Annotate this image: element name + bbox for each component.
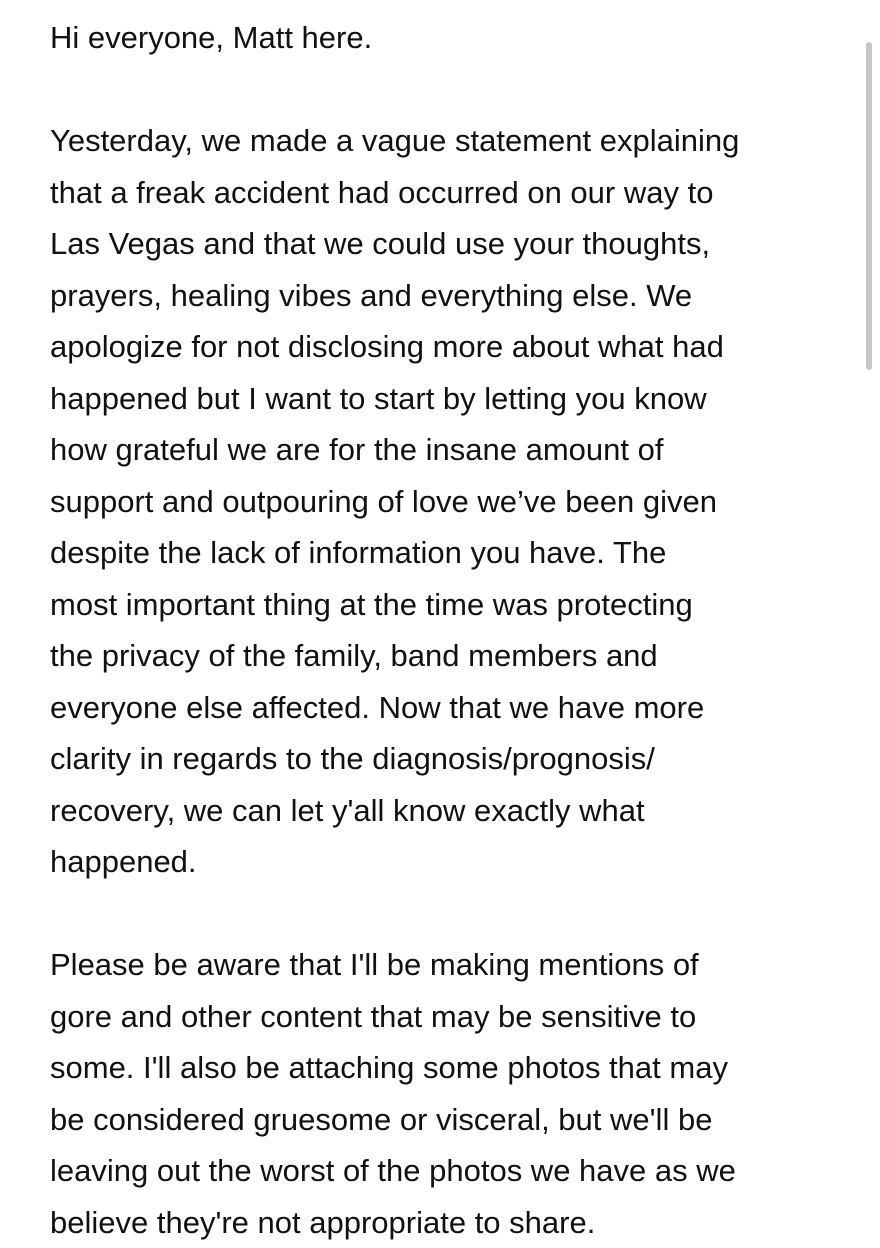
paragraph-warning: [50, 939, 850, 1248]
text-line: that a freak accident had occurred on our way to: [50, 167, 850, 219]
text-line: gore and other content that may be sensitive to: [50, 991, 850, 1043]
note-text[interactable]: [50, 12, 850, 1248]
text-line: some. I'll also be attaching some photos that may: [50, 1042, 850, 1094]
text-line: Las Vegas and that we could use your thoughts,: [50, 218, 850, 270]
text-line: Please be aware that I'll be making mentions of: [50, 939, 850, 991]
text-line: support and outpouring of love we’ve been given: [50, 476, 850, 528]
text-line: most important thing at the time was protecting: [50, 579, 850, 631]
text-line: happened.: [50, 836, 850, 888]
text-line: recovery, we can let y'all know exactly what: [50, 785, 850, 837]
text-line: Hi everyone, Matt here.: [50, 12, 850, 64]
text-line: be considered gruesome or visceral, but we'll be: [50, 1094, 850, 1146]
text-line: the privacy of the family, band members and: [50, 630, 850, 682]
text-line: happened but I want to start by letting you know: [50, 373, 850, 425]
paragraph-spacer: [50, 64, 850, 116]
text-line: prayers, healing vibes and everything else. We: [50, 270, 850, 322]
text-line: Yesterday, we made a vague statement explaining: [50, 115, 850, 167]
text-line: believe they're not appropriate to share.: [50, 1197, 850, 1248]
text-line: leaving out the worst of the photos we have as we: [50, 1145, 850, 1197]
vertical-scrollbar[interactable]: [866, 42, 872, 370]
paragraph-greeting: [50, 12, 850, 64]
text-line: apologize for not disclosing more about what had: [50, 321, 850, 373]
paragraph-spacer: [50, 888, 850, 940]
text-line: how grateful we are for the insane amount of: [50, 424, 850, 476]
paragraph-statement: [50, 115, 850, 888]
text-line: despite the lack of information you have. The: [50, 527, 850, 579]
text-line: clarity in regards to the diagnosis/prognosis/: [50, 733, 850, 785]
text-line: everyone else affected. Now that we have more: [50, 682, 850, 734]
